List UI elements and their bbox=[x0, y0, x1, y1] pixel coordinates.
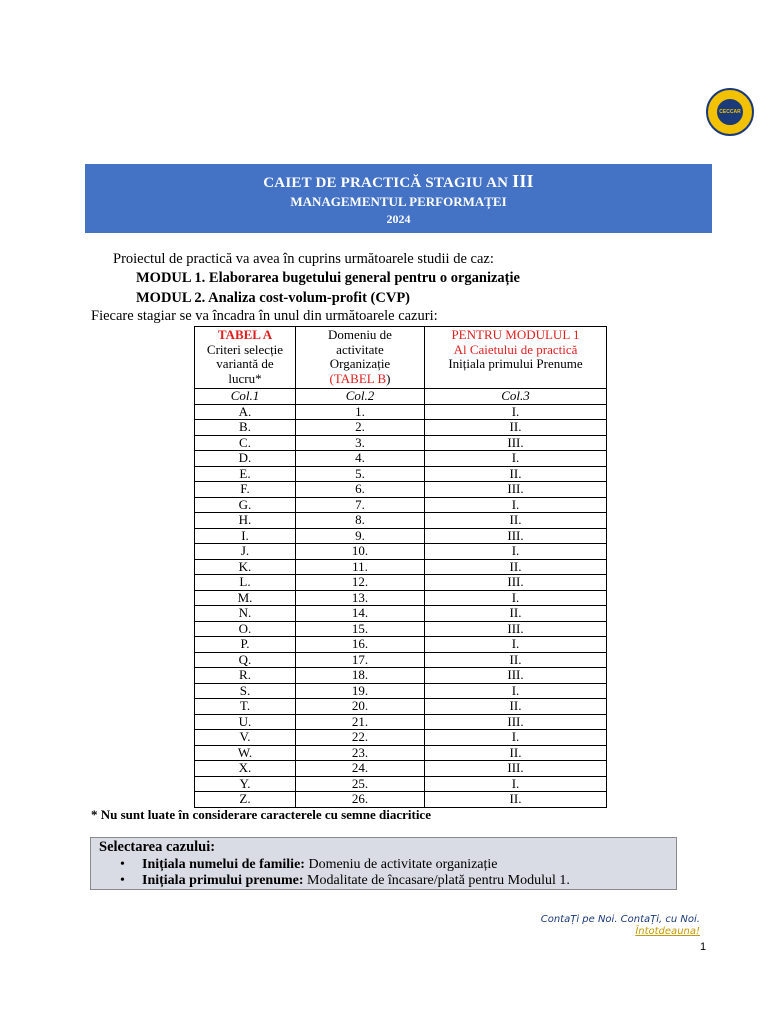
paren-open: ( bbox=[329, 370, 334, 386]
header-module1-line3: Inițiala primului Prenume bbox=[448, 356, 583, 371]
table-cell-col1: R. bbox=[195, 668, 296, 684]
banner-title bbox=[85, 171, 712, 192]
table-cell-col2: 20. bbox=[296, 699, 425, 715]
logo-seal bbox=[715, 97, 745, 127]
table-cell-col2: 16. bbox=[296, 637, 425, 653]
selection-item-first-name bbox=[91, 873, 570, 889]
table-cell-col1: O. bbox=[195, 621, 296, 637]
col-label-3: Col.3 bbox=[425, 389, 607, 405]
ceccar-logo bbox=[706, 88, 754, 136]
table-row bbox=[195, 683, 607, 699]
table-cell-col3: I. bbox=[425, 637, 607, 653]
table-row bbox=[195, 761, 607, 777]
header-domain bbox=[296, 327, 425, 389]
table-cell-col2: 17. bbox=[296, 652, 425, 668]
table-cell-col2: 4. bbox=[296, 451, 425, 467]
table-cell-col1: E. bbox=[195, 466, 296, 482]
module2-text: MODUL 2. Analiza cost-volum-profit (CVP) bbox=[136, 290, 410, 306]
table-cell-col3: II. bbox=[425, 745, 607, 761]
table-row bbox=[195, 513, 607, 529]
selection-title: Selectarea cazului: bbox=[99, 839, 216, 855]
table-row bbox=[195, 482, 607, 498]
table-cell-col1: B. bbox=[195, 420, 296, 436]
paren-close: ) bbox=[386, 370, 391, 386]
selection-item-label: Inițiala numelui de familie: bbox=[142, 857, 305, 872]
table-row bbox=[195, 652, 607, 668]
table-row bbox=[195, 420, 607, 436]
table-row bbox=[195, 776, 607, 792]
selection-item-label: Inițiala primului prenume: bbox=[142, 873, 304, 888]
header-criteria-line2: variantă de bbox=[216, 356, 274, 371]
table-row bbox=[195, 714, 607, 730]
table-cell-col3: II. bbox=[425, 420, 607, 436]
table-cell-col3: II. bbox=[425, 652, 607, 668]
table-cell-col2: 10. bbox=[296, 544, 425, 560]
header-module1-line1: PENTRU MODULUL 1 bbox=[451, 327, 580, 342]
table-cell-col2: 8. bbox=[296, 513, 425, 529]
diacritics-note: * Nu sunt luate în considerare caracterele cu semne diacritice bbox=[91, 807, 431, 822]
header-domain-line3: Organizație bbox=[329, 356, 391, 371]
bullet-icon: • bbox=[120, 873, 125, 888]
table-cell-col1: T. bbox=[195, 699, 296, 715]
banner-title-main: CAIET DE PRACTICĂ STAGIU AN bbox=[263, 175, 509, 191]
table-cell-col1: D. bbox=[195, 451, 296, 467]
intro2-text: Fiecare stagiar se va încadra în unul din următoarele cazuri: bbox=[91, 308, 438, 324]
table-cell-col1: X. bbox=[195, 761, 296, 777]
banner-year: 2024 bbox=[386, 212, 411, 226]
header-tabel-a: TABEL A bbox=[217, 327, 273, 342]
table-cell-col3: I. bbox=[425, 544, 607, 560]
table-cell-col2: 23. bbox=[296, 745, 425, 761]
header-module1-line2: Al Caietului de practică bbox=[453, 341, 578, 357]
col-label-2: Col.2 bbox=[296, 389, 425, 405]
table-cell-col1: F. bbox=[195, 482, 296, 498]
table-cell-col1: J. bbox=[195, 544, 296, 560]
header-criteria-line3: lucru* bbox=[228, 370, 262, 386]
table-cell-col1: N. bbox=[195, 606, 296, 622]
table-cell-col3: III. bbox=[425, 575, 607, 591]
header-criteria bbox=[195, 327, 296, 389]
table-cell-col3: III. bbox=[425, 621, 607, 637]
table-row bbox=[195, 730, 607, 746]
table-cell-col2: 6. bbox=[296, 482, 425, 498]
table-cell-col3: III. bbox=[425, 668, 607, 684]
table-cell-col2: 7. bbox=[296, 497, 425, 513]
table-cell-col1: L. bbox=[195, 575, 296, 591]
selection-item-family-name bbox=[91, 857, 570, 873]
table-cell-col2: 19. bbox=[296, 683, 425, 699]
table-cell-col1: V. bbox=[195, 730, 296, 746]
table-cell-col2: 11. bbox=[296, 559, 425, 575]
header-domain-line2: activitate bbox=[336, 341, 384, 357]
table-row bbox=[195, 404, 607, 420]
table-cell-col3: III. bbox=[425, 761, 607, 777]
table-cell-col2: 12. bbox=[296, 575, 425, 591]
table-cell-col2: 26. bbox=[296, 792, 425, 808]
table-cell-col1: Q. bbox=[195, 652, 296, 668]
table-cell-col2: 2. bbox=[296, 420, 425, 436]
table-row bbox=[195, 590, 607, 606]
table-row bbox=[195, 745, 607, 761]
table-cell-col1: I. bbox=[195, 528, 296, 544]
table-cell-col2: 1. bbox=[296, 404, 425, 420]
table-cell-col3: II. bbox=[425, 513, 607, 529]
module1-text: MODUL 1. Elaborarea bugetului general pentru o organizație bbox=[136, 270, 520, 286]
table-body bbox=[195, 404, 607, 807]
table-cell-col1: K. bbox=[195, 559, 296, 575]
table-cell-col3: II. bbox=[425, 559, 607, 575]
table-cell-col1: Y. bbox=[195, 776, 296, 792]
column-label-row bbox=[195, 389, 607, 405]
table-row bbox=[195, 606, 607, 622]
table-row bbox=[195, 451, 607, 467]
table-cell-col1: U. bbox=[195, 714, 296, 730]
table-cell-col1: G. bbox=[195, 497, 296, 513]
header-module1 bbox=[425, 327, 607, 389]
logo-text: CECCAR bbox=[719, 109, 741, 115]
banner-title-num: III bbox=[512, 171, 534, 191]
table-cell-col2: 21. bbox=[296, 714, 425, 730]
table-cell-col3: II. bbox=[425, 466, 607, 482]
table-cell-col1: W. bbox=[195, 745, 296, 761]
slogan-line1: ContaȚi pe Noi. ContaȚi, cu Noi. bbox=[540, 914, 700, 925]
title-banner bbox=[85, 164, 712, 233]
banner-subtitle: MANAGEMENTUL PERFORMAȚEI bbox=[290, 194, 507, 209]
case-selection-box bbox=[90, 837, 677, 890]
table-cell-col2: 13. bbox=[296, 590, 425, 606]
table-row bbox=[195, 699, 607, 715]
table-cell-col3: III. bbox=[425, 435, 607, 451]
table-cell-col3: I. bbox=[425, 776, 607, 792]
table-cell-col2: 15. bbox=[296, 621, 425, 637]
header-tabel-b: TABEL B bbox=[333, 370, 387, 386]
table-cell-col3: I. bbox=[425, 404, 607, 420]
slogan-line2: Întotdeauna! bbox=[635, 926, 700, 937]
table-cell-col1: A. bbox=[195, 404, 296, 420]
table-cell-col3: I. bbox=[425, 451, 607, 467]
table-cell-col1: H. bbox=[195, 513, 296, 529]
table-cell-col3: I. bbox=[425, 683, 607, 699]
selection-item-text: Domeniu de activitate organizație bbox=[304, 857, 498, 872]
table-cell-col3: I. bbox=[425, 497, 607, 513]
table-cell-col3: III. bbox=[425, 528, 607, 544]
table-cell-col2: 14. bbox=[296, 606, 425, 622]
table-row bbox=[195, 668, 607, 684]
table-cell-col1: C. bbox=[195, 435, 296, 451]
footer-slogan bbox=[530, 914, 700, 938]
cases-table bbox=[194, 326, 607, 808]
table-cell-col2: 5. bbox=[296, 466, 425, 482]
table-cell-col2: 25. bbox=[296, 776, 425, 792]
table-cell-col2: 18. bbox=[296, 668, 425, 684]
table-cell-col2: 24. bbox=[296, 761, 425, 777]
table-row bbox=[195, 559, 607, 575]
table-row bbox=[195, 792, 607, 808]
table-cell-col3: III. bbox=[425, 714, 607, 730]
table-cell-col1: S. bbox=[195, 683, 296, 699]
header-domain-line1: Domeniu de bbox=[328, 327, 392, 342]
table-cell-col3: II. bbox=[425, 699, 607, 715]
table-row bbox=[195, 435, 607, 451]
table-cell-col3: III. bbox=[425, 482, 607, 498]
table-row bbox=[195, 497, 607, 513]
table-cell-col1: P. bbox=[195, 637, 296, 653]
table-cell-col3: II. bbox=[425, 792, 607, 808]
table-row bbox=[195, 466, 607, 482]
table-cell-col1: Z. bbox=[195, 792, 296, 808]
table-row bbox=[195, 544, 607, 560]
table-row bbox=[195, 637, 607, 653]
page-number: 1 bbox=[700, 941, 707, 953]
table-cell-col3: II. bbox=[425, 606, 607, 622]
table-header-row bbox=[195, 327, 607, 389]
header-domain-ref-line bbox=[296, 372, 424, 387]
table-cell-col2: 22. bbox=[296, 730, 425, 746]
table-cell-col3: I. bbox=[425, 730, 607, 746]
table-cell-col3: I. bbox=[425, 590, 607, 606]
table-cell-col2: 9. bbox=[296, 528, 425, 544]
col-label-1: Col.1 bbox=[195, 389, 296, 405]
bullet-icon: • bbox=[120, 857, 125, 872]
selection-item-text: Modalitate de încasare/plată pentru Modulul 1. bbox=[303, 873, 570, 888]
table-row bbox=[195, 621, 607, 637]
intro-text: Proiectul de practică va avea în cuprins următoarele studii de caz: bbox=[113, 251, 494, 267]
table-row bbox=[195, 528, 607, 544]
table-cell-col2: 3. bbox=[296, 435, 425, 451]
selection-list bbox=[91, 857, 570, 889]
header-criteria-line1: Criteri selecție bbox=[206, 341, 284, 357]
table-row bbox=[195, 575, 607, 591]
table-cell-col1: M. bbox=[195, 590, 296, 606]
